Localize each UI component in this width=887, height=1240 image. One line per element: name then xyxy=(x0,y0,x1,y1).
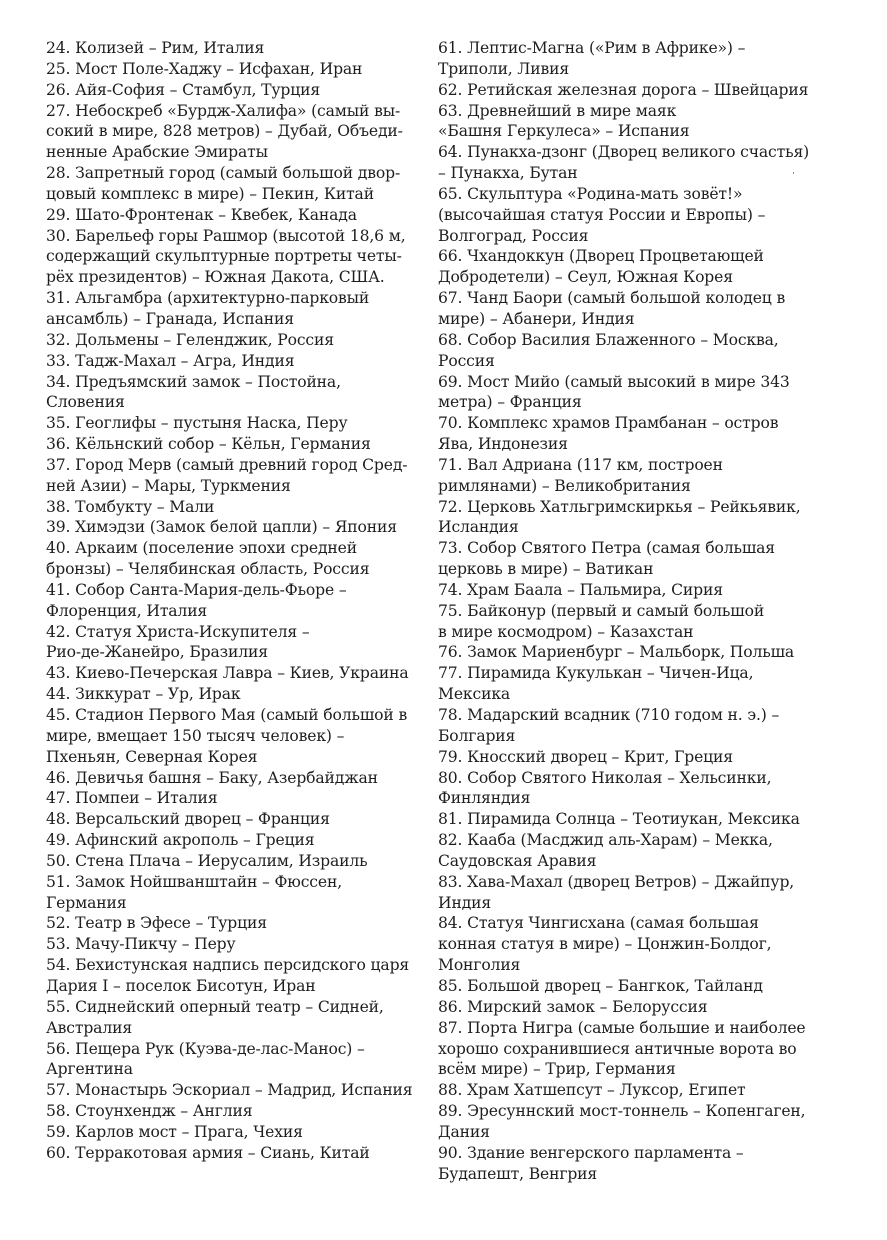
left-column-list xyxy=(46,38,411,1164)
list-item-line: 45. Стадион Первого Мая (самый большой в xyxy=(46,706,408,724)
list-item xyxy=(46,434,411,455)
list-item xyxy=(438,1143,818,1185)
list-item-line: хорошо сохранившиеся античные ворота во xyxy=(438,1039,797,1058)
list-item xyxy=(46,288,411,330)
list-item xyxy=(438,330,818,372)
list-item-line: 67. Чанд Баори (самый большой колодец в xyxy=(438,289,786,308)
list-item-line: сокий в мире, 828 метров) – Дубай, Объеди- xyxy=(46,122,403,141)
list-item-line: 79. Кносский дворец – Крит, Греция xyxy=(438,747,733,766)
list-item-line: 87. Порта Нигра (самые большие и наиболее xyxy=(438,1018,806,1037)
list-item xyxy=(438,372,818,414)
list-item-line: 29. Шато-Фронтенак – Квебек, Канада xyxy=(46,205,357,224)
list-item-line: содержащий скульптурные портреты четы- xyxy=(46,247,402,266)
list-item xyxy=(438,872,818,914)
list-item xyxy=(438,142,818,184)
list-item-line: 34. Предъямский замок – Постойна, xyxy=(46,372,341,391)
list-item-line: Будапешт, Венгрия xyxy=(438,1164,598,1183)
list-item-line: «Башня Геркулеса» – Испания xyxy=(438,122,690,141)
list-item-line: 75. Байконур (первый и самый большой xyxy=(438,601,765,620)
list-item xyxy=(46,955,411,997)
list-item-line: Ява, Индонезия xyxy=(438,435,568,454)
list-item xyxy=(46,934,411,955)
list-item xyxy=(438,913,818,976)
list-item-line: ней Азии) – Мары, Туркмения xyxy=(46,476,291,495)
list-item-line: Болгария xyxy=(438,726,516,745)
list-item-line: ненные Арабские Эмираты xyxy=(46,143,268,162)
list-item-line: 55. Сиднейский оперный театр – Сидней, xyxy=(46,997,384,1016)
list-item xyxy=(438,288,818,330)
list-item xyxy=(438,580,818,601)
list-item-line: 82. Кааба (Масджид аль-Харам) – Мекка, xyxy=(438,831,773,850)
list-item xyxy=(46,830,411,851)
list-item-line: 84. Статуя Чингисхана (самая большая xyxy=(438,914,759,933)
list-item xyxy=(46,768,411,789)
list-item xyxy=(46,851,411,872)
list-item xyxy=(438,663,818,705)
list-item-line: 37. Город Мерв (самый древний город Сред- xyxy=(46,455,408,474)
list-item xyxy=(438,538,818,580)
list-item xyxy=(46,809,411,830)
list-item-line: Словения xyxy=(46,393,125,412)
list-item xyxy=(438,809,818,830)
list-item-line: рёх президентов) – Южная Дакота, США. xyxy=(46,268,385,287)
list-item xyxy=(46,205,411,226)
list-item-line: мире) – Абанери, Индия xyxy=(438,309,635,328)
list-item-line: Россия xyxy=(438,351,495,370)
list-item-line: Дария I – поселок Бисотун, Иран xyxy=(46,976,316,995)
list-item-line: метра) – Франция xyxy=(438,393,582,412)
list-item xyxy=(46,1143,411,1164)
list-item xyxy=(46,517,411,538)
list-item xyxy=(46,455,411,497)
list-item-line: 62. Ретийская железная дорога – Швейцария xyxy=(438,80,809,99)
list-item xyxy=(46,226,411,289)
list-item xyxy=(46,622,411,664)
list-item-line: 80. Собор Святого Николая – Хельсинки, xyxy=(438,768,772,787)
list-item-line: 51. Замок Нойшванштайн – Фюссен, xyxy=(46,872,343,891)
list-item-line: 25. Мост Поле-Хаджу – Исфахан, Иран xyxy=(46,59,363,78)
list-item-line: 58. Стоунхендж – Англия xyxy=(46,1102,253,1121)
list-item xyxy=(438,246,818,288)
list-item xyxy=(438,455,818,497)
list-item-line: Аргентина xyxy=(46,1060,133,1079)
list-item-line: Дания xyxy=(438,1122,490,1141)
list-item xyxy=(438,101,818,143)
list-item-line: Мексика xyxy=(438,685,511,704)
list-item xyxy=(46,997,411,1039)
list-item-line: 60. Терракотовая армия – Сиань, Китай xyxy=(46,1143,370,1162)
list-item-line: 39. Химэдзи (Замок белой цапли) – Япония xyxy=(46,518,397,537)
list-item xyxy=(46,705,411,768)
list-item-line: 81. Пирамида Солнца – Теотиукан, Мексика xyxy=(438,810,800,829)
list-item-line: 49. Афинский акрополь – Греция xyxy=(46,831,315,850)
list-item-line: 38. Томбукту – Мали xyxy=(46,497,215,516)
list-item xyxy=(46,1122,411,1143)
list-item-line: 28. Запретный город (самый большой двор- xyxy=(46,164,401,183)
list-item-line: Германия xyxy=(46,893,127,912)
list-item-line: Австралия xyxy=(46,1018,133,1037)
list-item xyxy=(438,642,818,663)
list-item xyxy=(438,80,818,101)
list-item-line: в мире космодром) – Казахстан xyxy=(438,622,694,641)
list-item-line: 33. Тадж-Махал – Агра, Индия xyxy=(46,351,295,370)
list-item xyxy=(46,663,411,684)
list-item-line: 78. Мадарский всадник (710 годом н. э.) – xyxy=(438,706,780,724)
list-item-line: 24. Колизей – Рим, Италия xyxy=(46,39,265,57)
list-item-line: 42. Статуя Христа-Искупителя – xyxy=(46,622,310,641)
list-item-line: Саудовская Аравия xyxy=(438,851,597,870)
list-item-line: 85. Большой дворец – Бангкок, Тайланд xyxy=(438,976,763,995)
list-item xyxy=(46,538,411,580)
list-item-line: мире, вмещает 150 тысяч человек) – xyxy=(46,726,345,745)
list-item-line: 53. Мачу-Пикчу – Перу xyxy=(46,935,236,954)
list-item-line: 32. Дольмены – Геленджик, Россия xyxy=(46,330,334,349)
list-item xyxy=(46,163,411,205)
list-item-line: 54. Бехистунская надпись персидского царя xyxy=(46,956,410,975)
list-item xyxy=(46,497,411,518)
list-item xyxy=(46,80,411,101)
list-item-line: 26. Айя-София – Стамбул, Турция xyxy=(46,80,321,99)
list-item-line: 40. Аркаим (поселение эпохи средней xyxy=(46,539,357,558)
list-item-line: 57. Монастырь Эскориал – Мадрид, Испания xyxy=(46,1081,413,1100)
list-item-line: Добродетели) – Сеул, Южная Корея xyxy=(438,268,733,287)
list-item-line: 66. Чхандоккун (Дворец Процветающей xyxy=(438,247,764,266)
list-item-line: 72. Церковь Хатльгримскиркья – Рейкьявик, xyxy=(438,497,801,516)
list-item xyxy=(438,184,818,247)
list-item-line: 31. Альгамбра (архитектурно-парковый xyxy=(46,289,370,308)
list-item-line: Индия xyxy=(438,893,492,912)
list-item-line: 77. Пирамида Кукулькан – Чичен-Ица, xyxy=(438,664,754,683)
list-item xyxy=(46,788,411,809)
list-item xyxy=(46,1039,411,1081)
list-item xyxy=(46,330,411,351)
list-item-line: бронзы) – Челябинская область, Россия xyxy=(46,560,370,579)
list-item xyxy=(46,38,411,59)
list-item-line: – Пунакха, Бутан xyxy=(438,164,578,183)
list-item xyxy=(438,1018,818,1081)
list-item xyxy=(438,768,818,810)
list-item-line: 47. Помпеи – Италия xyxy=(46,789,218,808)
list-item-line: 68. Собор Василия Блаженного – Москва, xyxy=(438,330,779,349)
list-item-line: Триполи, Ливия xyxy=(438,59,570,78)
list-item-line: 71. Вал Адриана (117 км, построен xyxy=(438,455,723,474)
list-item-line: 43. Киево-Печерская Лавра – Киев, Украина xyxy=(46,664,409,683)
list-item xyxy=(438,705,818,747)
list-item-line: 65. Скульптура «Родина-мать зовёт!» xyxy=(438,184,743,203)
list-item xyxy=(46,684,411,705)
list-item-line: 52. Театр в Эфесе – Турция xyxy=(46,914,267,933)
list-item-line: Пхеньян, Северная Корея xyxy=(46,747,258,766)
list-item-line: 63. Древнейший в мире маяк xyxy=(438,101,677,120)
list-item xyxy=(46,372,411,414)
list-item-line: 30. Барельеф горы Рашмор (высотой 18,6 м, xyxy=(46,226,406,245)
list-item-line: Исландия xyxy=(438,518,519,537)
list-item-line: 74. Храм Баала – Пальмира, Сирия xyxy=(438,580,723,599)
list-item xyxy=(438,601,818,643)
list-item-line: римлянами) – Великобритания xyxy=(438,476,691,495)
list-item xyxy=(46,913,411,934)
list-item xyxy=(438,747,818,768)
list-item-line: 70. Комплекс храмов Прамбанан – остров xyxy=(438,414,779,433)
list-item-line: Рио-де-Жанейро, Бразилия xyxy=(46,643,268,662)
list-item xyxy=(46,101,411,164)
list-item-line: 46. Девичья башня – Баку, Азербайджан xyxy=(46,768,378,787)
list-item xyxy=(438,413,818,455)
list-item-line: 73. Собор Святого Петра (самая большая xyxy=(438,539,775,558)
list-item-line: ансамбль) – Гранада, Испания xyxy=(46,309,294,328)
list-item-line: 61. Лептис-Магна («Рим в Африке») – xyxy=(438,39,746,57)
list-item-line: Волгоград, Россия xyxy=(438,226,589,245)
list-item-line: 48. Версальский дворец – Франция xyxy=(46,810,330,829)
list-item-line: 90. Здание венгерского парламента – xyxy=(438,1143,744,1162)
list-item-line: 76. Замок Мариенбург – Мальборк, Польша xyxy=(438,643,795,662)
list-item xyxy=(438,38,818,80)
list-item-line: 41. Собор Санта-Мария-дель-Фьоре – xyxy=(46,580,347,599)
list-item xyxy=(46,580,411,622)
list-item xyxy=(46,872,411,914)
list-item xyxy=(438,830,818,872)
list-item-line: Монголия xyxy=(438,956,521,975)
list-item-line: 56. Пещера Рук (Куэва-де-лас-Манос) – xyxy=(46,1039,365,1058)
list-item xyxy=(46,59,411,80)
list-item-line: Флоренция, Италия xyxy=(46,601,208,620)
list-item-line: 59. Карлов мост – Прага, Чехия xyxy=(46,1122,303,1141)
list-item-line: (высочайшая статуя России и Европы) – xyxy=(438,205,766,224)
list-item-line: 36. Кёльнский собор – Кёльн, Германия xyxy=(46,435,371,454)
right-column-list xyxy=(438,38,818,1184)
list-item-line: 50. Стена Плача – Иерусалим, Израиль xyxy=(46,851,368,870)
list-item xyxy=(46,1101,411,1122)
list-item-line: 88. Храм Хатшепсут – Луксор, Египет xyxy=(438,1081,746,1100)
list-item-line: всём мире) – Трир, Германия xyxy=(438,1060,676,1079)
list-item-line: 83. Хава-Махал (дворец Ветров) – Джайпур, xyxy=(438,872,795,891)
list-item-line: конная статуя в мире) – Цонжин-Болдог, xyxy=(438,935,772,954)
list-item-line: 27. Небоскреб «Бурдж-Халифа» (самый вы- xyxy=(46,101,401,120)
list-item-line: Финляндия xyxy=(438,789,531,808)
list-item-line: 35. Геоглифы – пустыня Наска, Перу xyxy=(46,414,348,433)
print-speck xyxy=(793,172,794,174)
list-item xyxy=(46,351,411,372)
list-item-line: 64. Пунакха-дзонг (Дворец великого счастья) xyxy=(438,143,810,162)
list-item-line: 86. Мирский замок – Белоруссия xyxy=(438,997,708,1016)
list-item-line: церковь в мире) – Ватикан xyxy=(438,560,654,579)
list-item xyxy=(46,413,411,434)
list-item-line: 89. Эресуннский мост-тоннель – Копенгаген, xyxy=(438,1102,806,1121)
list-item xyxy=(438,997,818,1018)
list-item xyxy=(438,1080,818,1101)
list-item-line: 44. Зиккурат – Ур, Ирак xyxy=(46,685,241,704)
list-item-line: цовый комплекс в мире) – Пекин, Китай xyxy=(46,184,374,203)
list-item xyxy=(438,1101,818,1143)
list-item xyxy=(438,497,818,539)
list-item xyxy=(46,1080,411,1101)
list-item-line: 69. Мост Мийо (самый высокий в мире 343 xyxy=(438,372,790,391)
list-item xyxy=(438,976,818,997)
